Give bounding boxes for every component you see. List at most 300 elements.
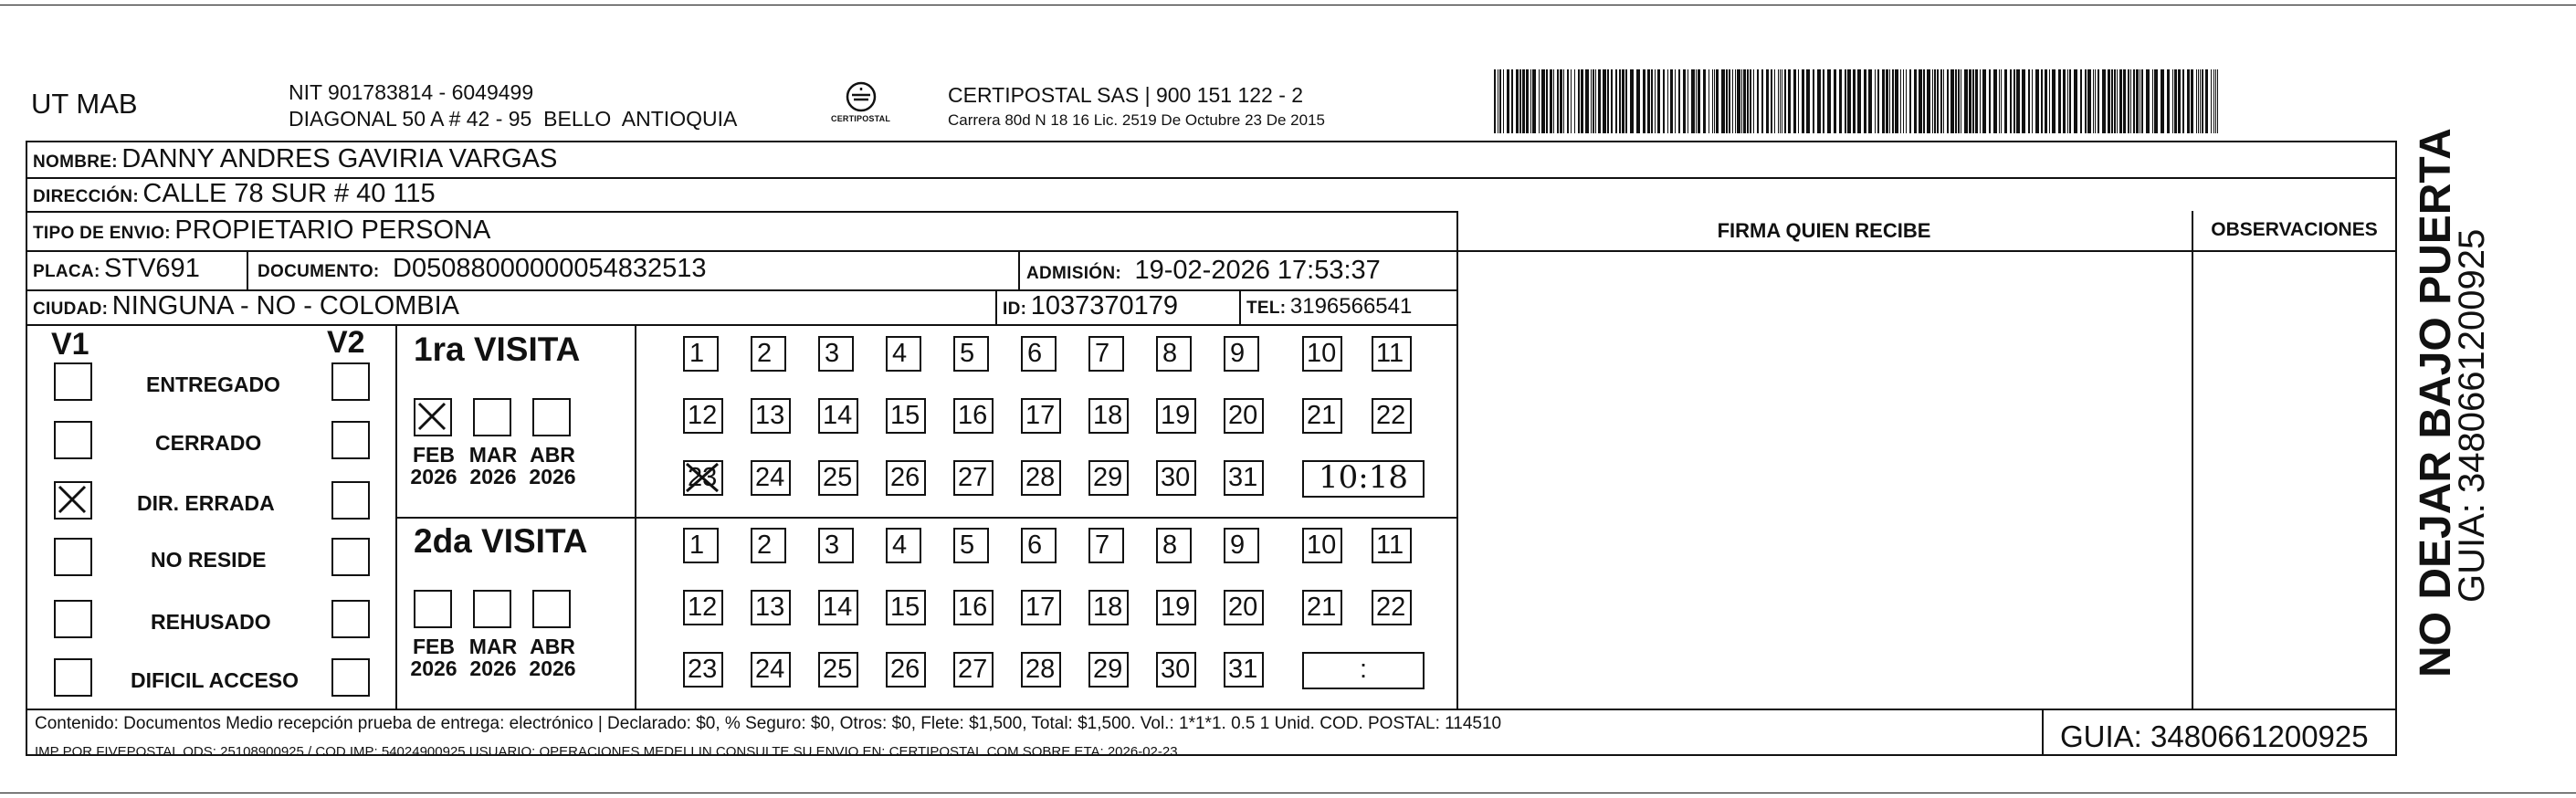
barcode-bar bbox=[1499, 69, 1501, 133]
barcode-bar bbox=[2074, 69, 2077, 133]
x-mark-icon bbox=[683, 460, 723, 497]
phone-row bbox=[1246, 294, 1412, 320]
barcode-bar bbox=[2010, 69, 2012, 133]
day-box-18[interactable]: 18 bbox=[1088, 398, 1129, 434]
phone-value: 3196566541 bbox=[1289, 294, 1413, 319]
logo-text: CERTIPOSTAL bbox=[831, 114, 891, 123]
barcode-bar bbox=[1507, 69, 1509, 133]
v2-checkbox-4[interactable] bbox=[331, 600, 370, 638]
month-label bbox=[406, 444, 461, 488]
barcode-bar bbox=[1934, 69, 1936, 133]
barcode-bar bbox=[2167, 69, 2170, 133]
barcode-bar bbox=[1675, 69, 1676, 133]
day-box-15[interactable]: 15 bbox=[886, 590, 926, 625]
barcode-bar bbox=[1780, 69, 1781, 133]
day-box-22[interactable]: 22 bbox=[1372, 398, 1412, 434]
v2-checkbox-2[interactable] bbox=[331, 481, 370, 520]
courier-name: CERTIPOSTAL SAS | 900 151 122 - 2 bbox=[948, 83, 1304, 107]
day-box-17[interactable]: 17 bbox=[1021, 398, 1061, 434]
recipient-name: DANNY ANDRES GAVIRIA VARGAS bbox=[121, 144, 558, 173]
barcode-bar bbox=[1823, 69, 1824, 133]
month-name: MAR bbox=[468, 635, 518, 658]
observations-left-border bbox=[2192, 211, 2193, 709]
month-year: 2026 bbox=[469, 465, 517, 488]
day-box-10[interactable]: 10 bbox=[1302, 528, 1342, 563]
barcode-bar bbox=[1853, 69, 1856, 133]
barcode-bar bbox=[1793, 69, 1796, 133]
v2-checkbox-5[interactable] bbox=[331, 658, 370, 697]
day-box-20[interactable]: 20 bbox=[1224, 590, 1264, 625]
barcode-bar bbox=[1703, 69, 1706, 133]
barcode-bar bbox=[1813, 69, 1814, 133]
barcode-bar bbox=[1980, 69, 1981, 133]
barcode-bar bbox=[1989, 69, 1991, 133]
month-label bbox=[525, 635, 580, 679]
v2-label: V2 bbox=[327, 325, 365, 360]
barcode-bar bbox=[1678, 69, 1680, 133]
barcode-bar bbox=[2004, 69, 2007, 133]
barcode-bar bbox=[1932, 69, 1933, 133]
day-box-24[interactable]: 24 bbox=[751, 460, 791, 496]
barcode-bar bbox=[1607, 69, 1609, 133]
barcode-bar bbox=[1611, 69, 1613, 133]
day-box-14[interactable]: 14 bbox=[818, 398, 858, 434]
day-box-19[interactable]: 19 bbox=[1156, 398, 1196, 434]
day-box-9[interactable]: 9 bbox=[1224, 528, 1259, 563]
barcode-bar bbox=[2178, 69, 2181, 133]
v1-checkbox-5[interactable] bbox=[54, 658, 92, 697]
day-box-17[interactable]: 17 bbox=[1021, 590, 1061, 625]
month-checkbox-feb[interactable] bbox=[414, 398, 452, 436]
barcode-bar bbox=[1591, 69, 1592, 133]
barcode-bar bbox=[1993, 69, 1997, 133]
document-value: D05088000000054832513 bbox=[393, 254, 707, 283]
barcode-bar bbox=[2174, 69, 2177, 133]
frame-right-border bbox=[2395, 141, 2397, 756]
barcode-bar bbox=[2041, 69, 2043, 133]
barcode-bar bbox=[1753, 69, 1754, 133]
barcode-bar bbox=[1522, 69, 1525, 133]
barcode-bar bbox=[1999, 69, 2000, 133]
phone-label: TEL: bbox=[1246, 299, 1287, 318]
day-box-2[interactable]: 2 bbox=[751, 528, 786, 563]
barcode-bar bbox=[2022, 69, 2025, 133]
day-box-8[interactable]: 8 bbox=[1156, 528, 1192, 563]
v1-label: V1 bbox=[51, 327, 89, 362]
day-box-12[interactable]: 12 bbox=[683, 590, 723, 625]
barcode-bar bbox=[1827, 69, 1831, 133]
barcode-bar bbox=[1950, 69, 1954, 133]
admission-label: ADMISIÓN: bbox=[1026, 264, 1122, 283]
barcode-bar bbox=[2182, 69, 2184, 133]
barcode-bar bbox=[1519, 69, 1521, 133]
barcode-bar bbox=[1875, 69, 1876, 133]
v1-checkbox-2[interactable] bbox=[54, 481, 92, 520]
barcode-bar bbox=[1877, 69, 1879, 133]
barcode-bar bbox=[2028, 69, 2030, 133]
city-label: CIUDAD: bbox=[33, 299, 109, 319]
certipostal-logo bbox=[829, 75, 893, 130]
signature-left-border bbox=[1456, 211, 1458, 709]
day-box-12[interactable]: 12 bbox=[683, 398, 723, 434]
visit-time-box[interactable]: : bbox=[1302, 652, 1425, 689]
barcode-bar bbox=[2093, 69, 2094, 133]
barcode-bar bbox=[1516, 69, 1519, 133]
day-box-14[interactable]: 14 bbox=[818, 590, 858, 625]
barcode-bar bbox=[2080, 69, 2082, 133]
barcode-bar bbox=[2141, 69, 2143, 133]
day-box-27[interactable]: 27 bbox=[953, 652, 994, 688]
day-box-26[interactable]: 26 bbox=[886, 460, 926, 496]
barcode-bar bbox=[1771, 69, 1772, 133]
day-box-13[interactable]: 13 bbox=[751, 590, 791, 625]
barcode-bar bbox=[1982, 69, 1986, 133]
barcode-bar bbox=[1647, 69, 1650, 133]
barcode-bar bbox=[2128, 69, 2129, 133]
barcode bbox=[1494, 69, 2221, 133]
month-checkbox-mar[interactable] bbox=[473, 398, 511, 436]
barcode-bar bbox=[1923, 69, 1925, 133]
barcode-bar bbox=[1683, 69, 1686, 133]
day-box-2[interactable]: 2 bbox=[751, 336, 786, 372]
barcode-bar bbox=[1578, 69, 1580, 133]
day-box-4[interactable]: 4 bbox=[886, 336, 921, 372]
barcode-bar bbox=[1964, 69, 1968, 133]
barcode-bar bbox=[2013, 69, 2015, 133]
barcode-bar bbox=[2146, 69, 2150, 133]
barcode-bar bbox=[2085, 69, 2087, 133]
barcode-bar bbox=[2087, 69, 2091, 133]
day-box-8[interactable]: 8 bbox=[1156, 336, 1192, 372]
month-checkbox-abr[interactable] bbox=[532, 398, 571, 436]
barcode-bar bbox=[2130, 69, 2131, 133]
observations-header: OBSERVACIONES bbox=[2211, 219, 2378, 240]
barcode-bar bbox=[1603, 69, 1606, 133]
barcode-bar bbox=[1581, 69, 1583, 133]
row-line-2 bbox=[26, 211, 1458, 213]
shipment-type: PROPIETARIO PERSONA bbox=[174, 215, 491, 245]
day-box-5[interactable]: 5 bbox=[953, 336, 989, 372]
month-name: FEB bbox=[413, 443, 455, 467]
barcode-bar bbox=[1834, 69, 1836, 133]
month-checkbox-feb[interactable] bbox=[414, 590, 452, 628]
city-value: NINGUNA - NO - COLOMBIA bbox=[111, 291, 460, 320]
day-box-20[interactable]: 20 bbox=[1224, 398, 1264, 434]
day-box-15[interactable]: 15 bbox=[886, 398, 926, 434]
barcode-bar bbox=[2154, 69, 2158, 133]
phone-separator bbox=[1239, 290, 1241, 324]
barcode-bar bbox=[1714, 69, 1715, 133]
day-box-24[interactable]: 24 bbox=[751, 652, 791, 688]
barcode-bar bbox=[1615, 69, 1617, 133]
status-label: DIFICIL ACCESO bbox=[131, 668, 300, 692]
status-label: NO RESIDE bbox=[151, 548, 267, 572]
status-label: CERRADO bbox=[155, 431, 262, 455]
barcode-bar bbox=[1511, 69, 1513, 133]
day-box-23[interactable]: 23 bbox=[683, 460, 723, 496]
day-box-16[interactable]: 16 bbox=[953, 590, 994, 625]
day-box-28[interactable]: 28 bbox=[1021, 652, 1061, 688]
day-box-22[interactable]: 22 bbox=[1372, 590, 1412, 625]
day-box-3[interactable]: 3 bbox=[818, 336, 854, 372]
name-row bbox=[33, 144, 557, 174]
barcode-bar bbox=[2052, 69, 2056, 133]
barcode-bar bbox=[2211, 69, 2212, 133]
barcode-bar bbox=[1958, 69, 1960, 133]
barcode-bar bbox=[2111, 69, 2113, 133]
barcode-bar bbox=[2202, 69, 2203, 133]
day-box-7[interactable]: 7 bbox=[1088, 528, 1124, 563]
barcode-bar bbox=[1530, 69, 1531, 133]
barcode-bar bbox=[2191, 69, 2193, 133]
barcode-bar bbox=[1839, 69, 1842, 133]
barcode-bar bbox=[1940, 69, 1942, 133]
barcode-bar bbox=[1598, 69, 1601, 133]
barcode-bar bbox=[2069, 69, 2071, 133]
barcode-bar bbox=[1567, 69, 1569, 133]
barcode-bar bbox=[2058, 69, 2061, 133]
barcode-bar bbox=[1737, 69, 1740, 133]
barcode-bar bbox=[2119, 69, 2122, 133]
barcode-bar bbox=[1651, 69, 1653, 133]
day-box-27[interactable]: 27 bbox=[953, 460, 994, 496]
barcode-bar bbox=[1919, 69, 1922, 133]
v1-checkbox-1[interactable] bbox=[54, 421, 92, 459]
month-year: 2026 bbox=[410, 656, 457, 680]
v2-checkbox-0[interactable] bbox=[331, 362, 370, 401]
day-box-30[interactable]: 30 bbox=[1156, 652, 1196, 688]
plate-separator bbox=[247, 251, 248, 289]
barcode-bar bbox=[1969, 69, 1971, 133]
barcode-bar bbox=[1798, 69, 1799, 133]
barcode-bar bbox=[1747, 69, 1749, 133]
barcode-bar bbox=[1750, 69, 1751, 133]
day-box-11[interactable]: 11 bbox=[1372, 528, 1412, 563]
barcode-bar bbox=[1539, 69, 1540, 133]
barcode-bar bbox=[1663, 69, 1665, 133]
v2-checkbox-3[interactable] bbox=[331, 538, 370, 576]
barcode-bar bbox=[1494, 69, 1496, 133]
barcode-bar bbox=[1553, 69, 1554, 133]
day-box-31[interactable]: 31 bbox=[1224, 652, 1264, 688]
barcode-bar bbox=[1943, 69, 1944, 133]
day-x-mark bbox=[683, 460, 723, 497]
plate-value: STV691 bbox=[104, 254, 200, 283]
id-row bbox=[1003, 291, 1178, 321]
document-row bbox=[258, 254, 707, 284]
barcode-bar bbox=[2114, 69, 2116, 133]
month-year: 2026 bbox=[469, 656, 517, 680]
day-box-3[interactable]: 3 bbox=[818, 528, 854, 563]
plate-label: PLACA: bbox=[33, 262, 100, 281]
barcode-bar bbox=[1972, 69, 1974, 133]
id-label: ID: bbox=[1003, 299, 1027, 319]
barcode-bar bbox=[1698, 69, 1700, 133]
barcode-bar bbox=[1636, 69, 1640, 133]
barcode-bar bbox=[1906, 69, 1907, 133]
day-box-1[interactable]: 1 bbox=[683, 528, 719, 563]
barcode-bar bbox=[1721, 69, 1725, 133]
barcode-bar bbox=[1847, 69, 1851, 133]
day-box-9[interactable]: 9 bbox=[1224, 336, 1259, 372]
day-box-7[interactable]: 7 bbox=[1088, 336, 1124, 372]
barcode-bar bbox=[1532, 69, 1536, 133]
day-box-26[interactable]: 26 bbox=[886, 652, 926, 688]
visit-time-box[interactable]: 10:18 bbox=[1302, 460, 1425, 498]
barcode-bar bbox=[1845, 69, 1846, 133]
admission-value: 19-02-2026 17:53:37 bbox=[1134, 256, 1381, 285]
name-label: NOMBRE: bbox=[33, 152, 118, 172]
day-box-13[interactable]: 13 bbox=[751, 398, 791, 434]
barcode-bar bbox=[1955, 69, 1957, 133]
barcode-bar bbox=[1886, 69, 1888, 133]
day-box-18[interactable]: 18 bbox=[1088, 590, 1129, 625]
x-mark-icon bbox=[56, 483, 90, 518]
barcode-bar bbox=[1741, 69, 1742, 133]
day-box-31[interactable]: 31 bbox=[1224, 460, 1264, 496]
status-label: REHUSADO bbox=[151, 610, 271, 634]
v2-checkbox-1[interactable] bbox=[331, 421, 370, 459]
barcode-bar bbox=[1655, 69, 1656, 133]
v1-checkbox-4[interactable] bbox=[54, 600, 92, 638]
footer-guide: GUIA: 3480661200925 bbox=[2060, 719, 2369, 753]
barcode-bar bbox=[2001, 69, 2002, 133]
status-label: ENTREGADO bbox=[146, 373, 280, 396]
barcode-bar bbox=[1643, 69, 1645, 133]
barcode-bar bbox=[1864, 69, 1866, 133]
barcode-bar bbox=[1560, 69, 1562, 133]
barcode-bar bbox=[1595, 69, 1596, 133]
barcode-bar bbox=[1622, 69, 1624, 133]
plate-row bbox=[33, 254, 200, 284]
day-box-28[interactable]: 28 bbox=[1021, 460, 1061, 496]
barcode-bar bbox=[1784, 69, 1786, 133]
do-not-leave-under-door-warning: NO DEJAR BAJO PUERTA bbox=[2412, 128, 2460, 677]
barcode-bar bbox=[1593, 69, 1594, 133]
barcode-bar bbox=[2152, 69, 2153, 133]
barcode-bar bbox=[1761, 69, 1763, 133]
day-box-30[interactable]: 30 bbox=[1156, 460, 1196, 496]
barcode-bar bbox=[1857, 69, 1861, 133]
id-value: 1037370179 bbox=[1030, 291, 1178, 320]
barcode-bar bbox=[2117, 69, 2118, 133]
barcode-bar bbox=[1903, 69, 1904, 133]
barcode-bar bbox=[2215, 69, 2216, 133]
barcode-bar bbox=[1895, 69, 1898, 133]
month-checkbox-abr[interactable] bbox=[532, 590, 571, 628]
barcode-bar bbox=[2045, 69, 2047, 133]
side-guide: GUIA: 3480661200925 bbox=[2452, 228, 2492, 603]
day-box-5[interactable]: 5 bbox=[953, 528, 989, 563]
barcode-bar bbox=[1585, 69, 1589, 133]
day-box-4[interactable]: 4 bbox=[886, 528, 921, 563]
day-box-19[interactable]: 19 bbox=[1156, 590, 1196, 625]
day-box-29[interactable]: 29 bbox=[1088, 652, 1129, 688]
barcode-bar bbox=[1947, 69, 1949, 133]
row-line-3 bbox=[26, 250, 2397, 252]
row-line-5 bbox=[26, 324, 1458, 326]
month-name: ABR bbox=[530, 635, 575, 658]
shipment-type-label: TIPO DE ENVIO: bbox=[33, 224, 171, 243]
month-year: 2026 bbox=[410, 465, 457, 488]
day-box-21[interactable]: 21 bbox=[1302, 590, 1342, 625]
month-label bbox=[466, 635, 520, 679]
barcode-bar bbox=[1670, 69, 1673, 133]
month-name: FEB bbox=[413, 635, 455, 658]
day-box-11[interactable]: 11 bbox=[1372, 336, 1412, 372]
day-box-10[interactable]: 10 bbox=[1302, 336, 1342, 372]
month-label bbox=[466, 444, 520, 488]
day-box-25[interactable]: 25 bbox=[818, 652, 858, 688]
barcode-bar bbox=[2016, 69, 2020, 133]
day-box-1[interactable]: 1 bbox=[683, 336, 719, 372]
day-box-16[interactable]: 16 bbox=[953, 398, 994, 434]
barcode-bar bbox=[2172, 69, 2173, 133]
barcode-bar bbox=[1550, 69, 1552, 133]
barcode-bar bbox=[2161, 69, 2164, 133]
x-mark-icon bbox=[415, 400, 450, 435]
barcode-bar bbox=[1619, 69, 1621, 133]
month-year: 2026 bbox=[529, 656, 576, 680]
barcode-bar bbox=[2136, 69, 2139, 133]
document-label: DOCUMENTO: bbox=[258, 262, 380, 281]
barcode-bar bbox=[2067, 69, 2068, 133]
day-box-23[interactable]: 23 bbox=[683, 652, 723, 688]
barcode-bar bbox=[1774, 69, 1775, 133]
barcode-bar bbox=[1914, 69, 1917, 133]
barcode-bar bbox=[2133, 69, 2135, 133]
barcode-bar bbox=[1574, 69, 1575, 133]
barcode-bar bbox=[1868, 69, 1872, 133]
barcode-bar bbox=[1696, 69, 1697, 133]
barcode-bar bbox=[1743, 69, 1746, 133]
company-code: UT MAB bbox=[31, 88, 138, 120]
city-row bbox=[33, 291, 459, 321]
day-box-6[interactable]: 6 bbox=[1021, 528, 1057, 563]
day-box-25[interactable]: 25 bbox=[818, 460, 858, 496]
barcode-bar bbox=[1802, 69, 1804, 133]
status-label: DIR. ERRADA bbox=[137, 491, 275, 515]
barcode-bar bbox=[1503, 69, 1504, 133]
v1-checkbox-3[interactable] bbox=[54, 538, 92, 576]
month-checkbox-mar[interactable] bbox=[473, 590, 511, 628]
barcode-bar bbox=[2032, 69, 2033, 133]
barcode-bar bbox=[1541, 69, 1545, 133]
barcode-bar bbox=[2205, 69, 2208, 133]
admission-separator bbox=[1018, 251, 1020, 289]
v1-checkbox-0[interactable] bbox=[54, 362, 92, 401]
day-box-29[interactable]: 29 bbox=[1088, 460, 1129, 496]
barcode-bar bbox=[2200, 69, 2201, 133]
barcode-bar bbox=[1712, 69, 1713, 133]
footer-guide-separator bbox=[2042, 709, 2044, 756]
barcode-bar bbox=[1732, 69, 1733, 133]
barcode-bar bbox=[1892, 69, 1894, 133]
barcode-bar bbox=[2187, 69, 2190, 133]
day-box-6[interactable]: 6 bbox=[1021, 336, 1057, 372]
day-box-21[interactable]: 21 bbox=[1302, 398, 1342, 434]
barcode-bar bbox=[1726, 69, 1728, 133]
month-label bbox=[525, 444, 580, 488]
barcode-bar bbox=[1788, 69, 1791, 133]
signature-header: FIRMA QUIEN RECIBE bbox=[1717, 219, 1931, 242]
barcode-bar bbox=[1563, 69, 1564, 133]
month-name: MAR bbox=[468, 443, 518, 467]
barcode-bar bbox=[1882, 69, 1885, 133]
barcode-bar bbox=[1817, 69, 1821, 133]
barcode-bar bbox=[1806, 69, 1810, 133]
barcode-bar bbox=[2198, 69, 2199, 133]
